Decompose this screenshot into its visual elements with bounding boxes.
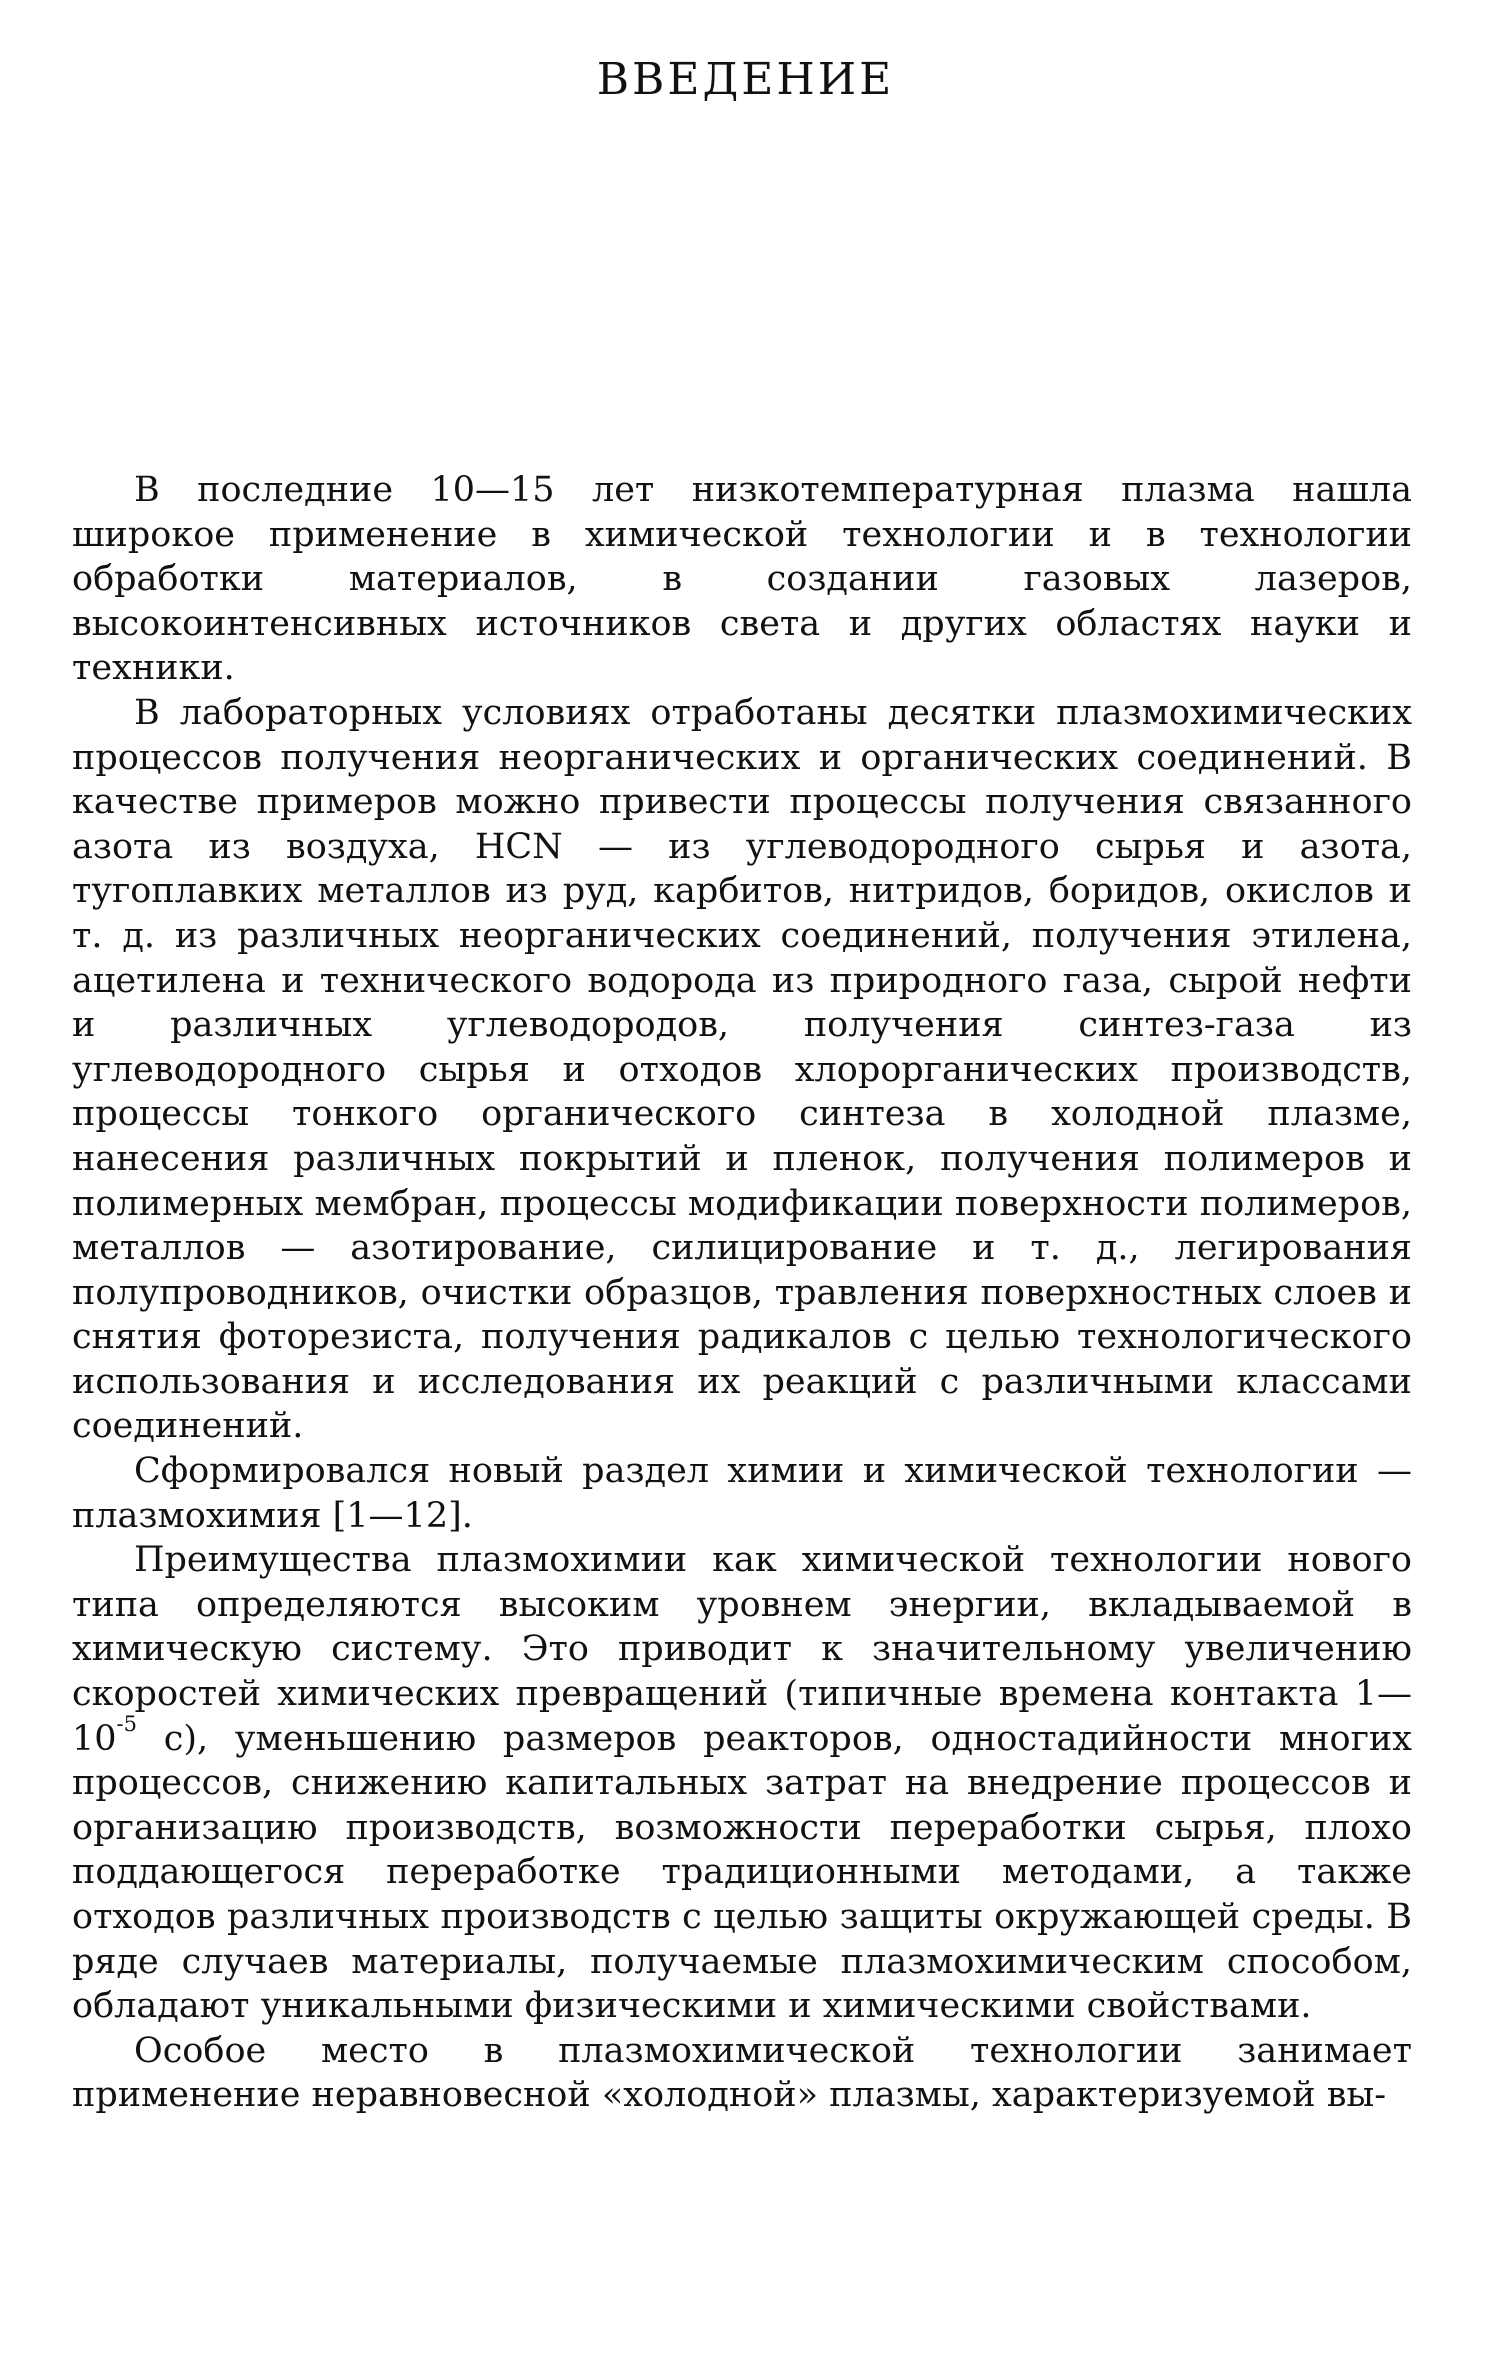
paragraph-4 <box>72 1538 1412 2029</box>
paragraph-1: В последние 10—15 лет низкотемпературная плазма нашла широкое применение в химической технологии и в технологии обработки материалов, в создании газовых лазеров, высокоинтенсивных источников света и других областях науки и техники. <box>72 470 1412 689</box>
exponent: -5 <box>116 1711 138 1736</box>
paragraph-3: Сформировался новый раздел химии и химической технологии — плазмохимия [1—12]. <box>72 1451 1412 1536</box>
paragraph-4-part-2: с), уменьшению размеров реакторов, одностадийности многих процессов, снижению капитальных затрат на внедрение процессов и организацию производств, возможности переработки сырья, плохо поддающегося переработке традиционными методами, а также отходов различных производств с целью защиты окружающей среды. В ряде случаев материалы, получаемые плазмохимическим способом, обладают уникальными физическими и химическими свойствами. <box>72 1718 1412 2027</box>
body-text <box>72 468 1412 2118</box>
chapter-heading: ВВЕДЕНИЕ <box>596 54 895 105</box>
paragraph-2: В лабораторных условиях отработаны десятки плазмохимических процессов получения неорганических и органических соединений. В качестве примеров можно привести процессы получения связанного азота из воздуха, HCN — из углеводородного сырья и азота, тугоплавких металлов из руд, карбитов, нитридов, боридов, окислов и т. д. из различных неорганических соединений, получения этилена, ацетилена и технического водорода из природного газа, сырой нефти и различных углеводородов, получения синтез-газа из углеводородного сырья и отходов хлорорганических производств, процессы тонкого органического синтеза в холодной плазме, нанесения различных покрытий и пленок, получения полимеров и полимерных мембран, процессы модификации поверхности полимеров, металлов — азотирование, силицирование и т. д., легирования полупроводников, очистки образцов, травления поверхностных слоев и снятия фоторезиста, получения радикалов с целью технологического использования и исследования их реакций с различными классами соединений. <box>72 692 1412 1447</box>
paragraph-5: Особое место в плазмохимической технологии занимает применение неравновесной «холодной» плазмы, характеризуемой вы- <box>72 2030 1412 2116</box>
paragraph-4-part-1: Преимущества плазмохимии как химической технологии нового типа определяются высоким уровнем энергии, вкладываемой в химическую систему. Это приводит к значительному увеличению скоростей химических превращений (типичные времена контакта 1—10 <box>72 1540 1412 1759</box>
